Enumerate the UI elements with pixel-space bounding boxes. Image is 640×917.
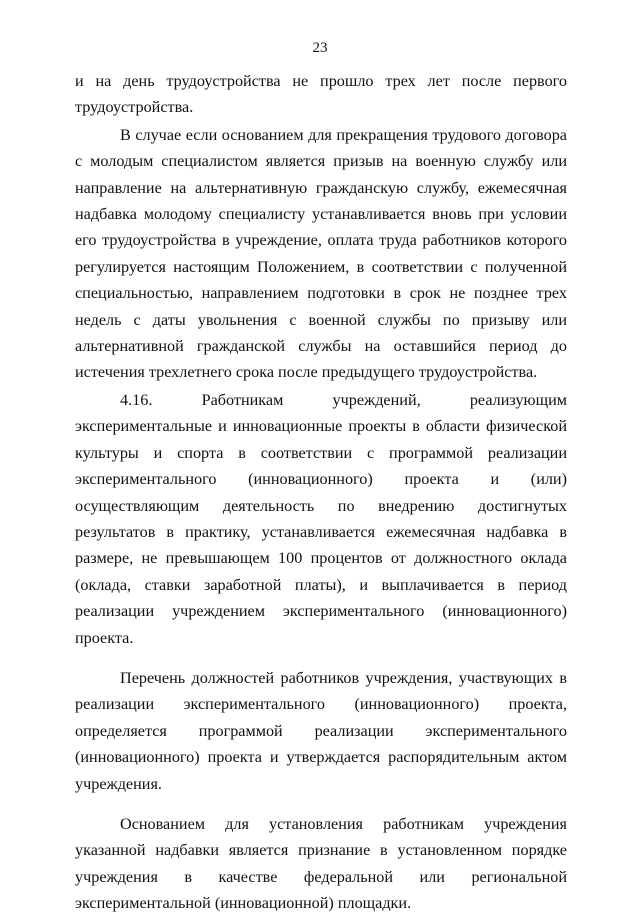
document-body xyxy=(75,68,567,917)
page-number: 23 xyxy=(312,40,328,56)
paragraph-clause-4-16: 4.16. Работникам учреждений, реализующим экспериментальные и инновационные проекты в области физической культуры и спорта в соответствии с программой реализации экспериментального (инновационного) проекта и (или) осуществляющим деятельность по внедрению достигнутых результатов в практику, устанавливается ежемесячная надбавка в размере, не превышающем 100 процентов от должностного оклада (оклада, ставки заработной платы), и выплачивается в период реализации учреждением экспериментального (инновационного) проекта. xyxy=(75,390,567,647)
paragraph-conscription: В случае если основанием для прекращения трудового договора с молодым специалистом является призыв на военную службу или направление на альтернативную гражданскую службу, ежемесячная надбавка молодому специалисту устанавливается вновь при условии его трудоустройства в учреждение, оплата труда работников которого регулируется настоящим Положением, в соответствии с полученной специальностью, направлением подготовки в срок не позднее трех недель с даты увольнения с военной службы по призыву или альтернативной гражданской службы на оставшийся период до истечения трехлетнего срока после предыдущего трудоустройства. xyxy=(75,125,567,382)
paragraph-basis: Основанием для установления работникам учреждения указанной надбавки является признание в установленном порядке учреждения в качестве федеральной или региональной экспериментальной (инновационной) площадки. xyxy=(75,814,567,913)
paragraph-positions-list: Перечень должностей работников учреждения, участвующих в реализации экспериментального (инновационного) проекта, определяется программой реализации экспериментального (инновационного) проекта и утверждается распорядительным актом учреждения. xyxy=(75,668,567,793)
paragraph-continuation: и на день трудоустройства не прошло трех лет после первого трудоустройства. xyxy=(75,72,567,117)
